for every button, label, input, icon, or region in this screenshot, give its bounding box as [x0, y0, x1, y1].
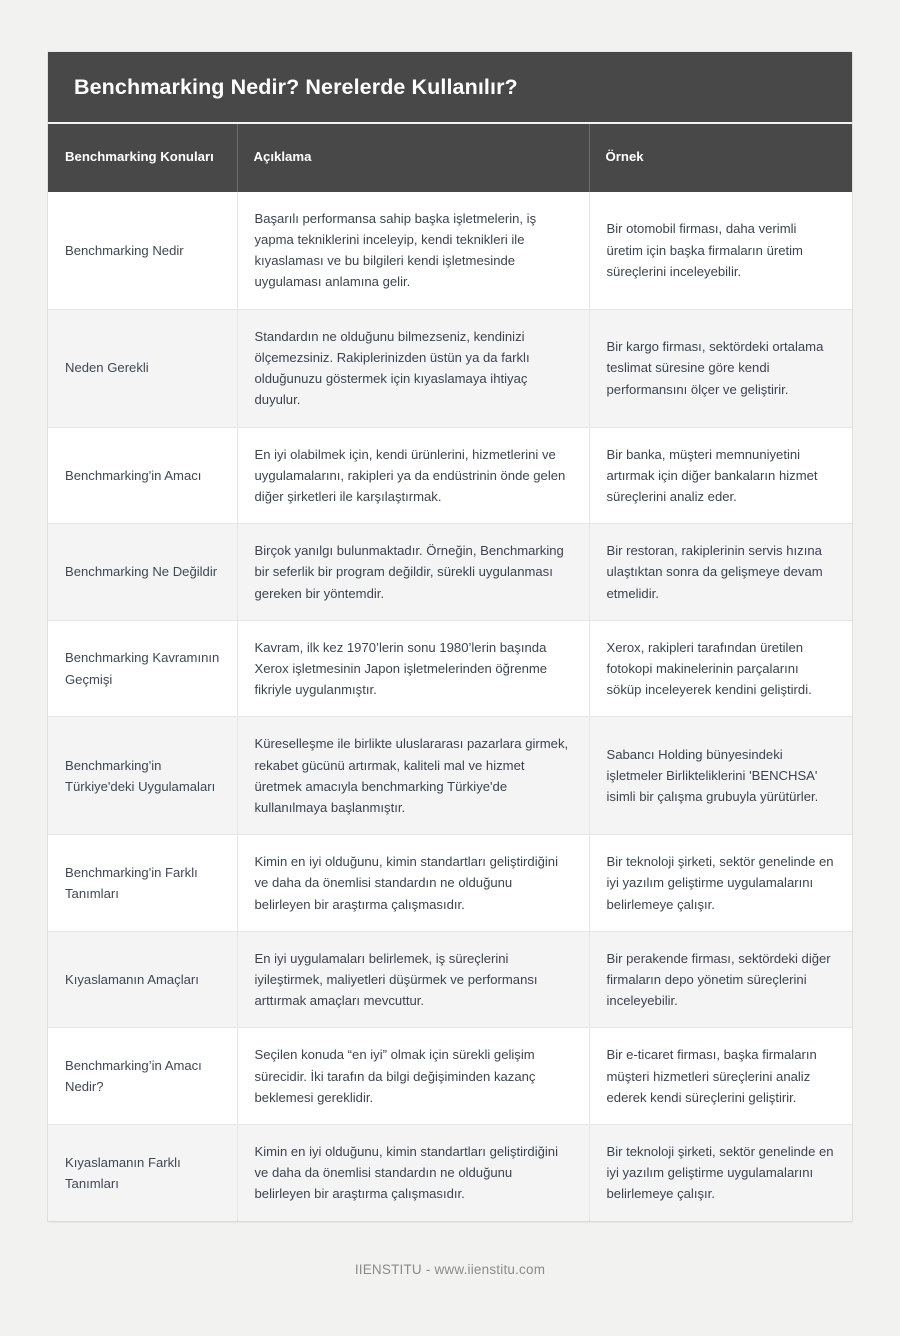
cell-example: Xerox, rakipleri tarafından üretilen fotokopi makinelerinin parçalarını söküp inceleyerek kendini geliştirdi.	[589, 620, 852, 717]
cell-description: Birçok yanılgı bulunmaktadır. Örneğin, Benchmarking bir seferlik bir program değildir, sürekli uygulanması gereken bir yöntemdir.	[237, 524, 589, 621]
cell-description: Küreselleşme ile birlikte uluslararası pazarlara girmek, rekabet gücünü artırmak, kaliteli mal ve hizmet üretmek amacıyla benchmarking Türkiye'de kullanılmaya başlanmıştır.	[237, 717, 589, 835]
table-row	[48, 717, 852, 835]
cell-description: Kavram, ilk kez 1970’lerin sonu 1980’lerin başında Xerox işletmesinin Japon işletmelerinden öğrenme fikriyle uygulanmıştır.	[237, 620, 589, 717]
cell-topic: Benchmarking'in Farklı Tanımları	[48, 835, 237, 932]
cell-description: Standardın ne olduğunu bilmezseniz, kendinizi ölçemezsiniz. Rakiplerinizden üstün ya da farklı olduğunuzu göstermek için kıyaslamaya ihtiyaç duyulur.	[237, 309, 589, 427]
benchmarking-table	[48, 124, 852, 1221]
cell-example: Bir perakende firması, sektördeki diğer firmaların depo yönetim süreçlerini inceleyebilir.	[589, 931, 852, 1028]
table-row	[48, 1124, 852, 1220]
cell-topic: Benchmarking Ne Değildir	[48, 524, 237, 621]
cell-example: Bir banka, müşteri memnuniyetini artırmak için diğer bankaların hizmet süreçlerini analiz eder.	[589, 427, 852, 524]
cell-example: Bir otomobil firması, daha verimli üretim için başka firmaların üretim süreçlerini inceleyebilir.	[589, 192, 852, 309]
column-header-ornek: Örnek	[589, 124, 852, 192]
cell-topic: Benchmarking Nedir	[48, 192, 237, 309]
cell-topic: Kıyaslamanın Amaçları	[48, 931, 237, 1028]
table-row	[48, 620, 852, 717]
cell-description: Kimin en iyi olduğunu, kimin standartları geliştirdiğini ve daha da önemlisi standardın ne olduğunu belirleyen bir araştırma çalışmasıdır.	[237, 835, 589, 932]
page-title: Benchmarking Nedir? Nerelerde Kullanılır?	[74, 75, 518, 99]
cell-example: Bir teknoloji şirketi, sektör genelinde en iyi yazılım geliştirme uygulamalarını belirlemeye çalışır.	[589, 835, 852, 932]
column-header-aciklama: Açıklama	[237, 124, 589, 192]
table-header-row	[48, 124, 852, 192]
table-row	[48, 427, 852, 524]
table-body	[48, 192, 852, 1221]
table-row	[48, 835, 852, 932]
cell-topic: Benchmarking'in Amacı	[48, 427, 237, 524]
table-row	[48, 931, 852, 1028]
table-title-bar	[48, 52, 852, 122]
column-header-konular: Benchmarking Konuları	[48, 124, 237, 192]
table-row	[48, 1028, 852, 1125]
cell-example: Bir teknoloji şirketi, sektör genelinde en iyi yazılım geliştirme uygulamalarını belirlemeye çalışır.	[589, 1124, 852, 1220]
cell-example: Bir kargo firması, sektördeki ortalama teslimat süresine göre kendi performansını ölçer ve geliştirir.	[589, 309, 852, 427]
cell-example: Bir restoran, rakiplerinin servis hızına ulaştıktan sonra da gelişmeye devam etmelidir.	[589, 524, 852, 621]
cell-description: En iyi uygulamaları belirlemek, iş süreçlerini iyileştirmek, maliyetleri düşürmek ve performansı arttırmak amaçları mevcuttur.	[237, 931, 589, 1028]
cell-topic: Neden Gerekli	[48, 309, 237, 427]
cell-topic: Benchmarking Kavramının Geçmişi	[48, 620, 237, 717]
cell-description: Seçilen konuda “en iyi” olmak için sürekli gelişim sürecidir. İki tarafın da bilgi değişiminden kazanç beklemesi gereklidir.	[237, 1028, 589, 1125]
cell-topic: Benchmarking'in Türkiye'deki Uygulamaları	[48, 717, 237, 835]
table-row	[48, 524, 852, 621]
cell-example: Sabancı Holding bünyesindeki işletmeler Birlikteliklerini 'BENCHSA' isimli bir çalışma grubuyla yürütürler.	[589, 717, 852, 835]
cell-topic: Benchmarking’in Amacı Nedir?	[48, 1028, 237, 1125]
footer-attribution: IIENSTITU - www.iienstitu.com	[354, 1262, 546, 1277]
table-row	[48, 192, 852, 309]
cell-description: En iyi olabilmek için, kendi ürünlerini, hizmetlerini ve uygulamalarını, rakipleri ya da endüstrinin önde gelen diğer şirketleri ile karşılaştırmak.	[237, 427, 589, 524]
cell-example: Bir e-ticaret firması, başka firmaların müşteri hizmetleri süreçlerini analiz ederek kendi süreçlerini geliştirir.	[589, 1028, 852, 1125]
cell-topic: Kıyaslamanın Farklı Tanımları	[48, 1124, 237, 1220]
cell-description: Kimin en iyi olduğunu, kimin standartları geliştirdiğini ve daha da önemlisi standardın ne olduğunu belirleyen bir araştırma çalışmasıdır.	[237, 1124, 589, 1220]
benchmarking-table-card	[48, 52, 852, 1221]
table-row	[48, 309, 852, 427]
cell-description: Başarılı performansa sahip başka işletmelerin, iş yapma tekniklerini inceleyip, kendi teknikleri ile kıyaslaması ve bu bilgileri kendi işletmesinde uygulaması anlamına gelir.	[237, 192, 589, 309]
table-head	[48, 124, 852, 192]
